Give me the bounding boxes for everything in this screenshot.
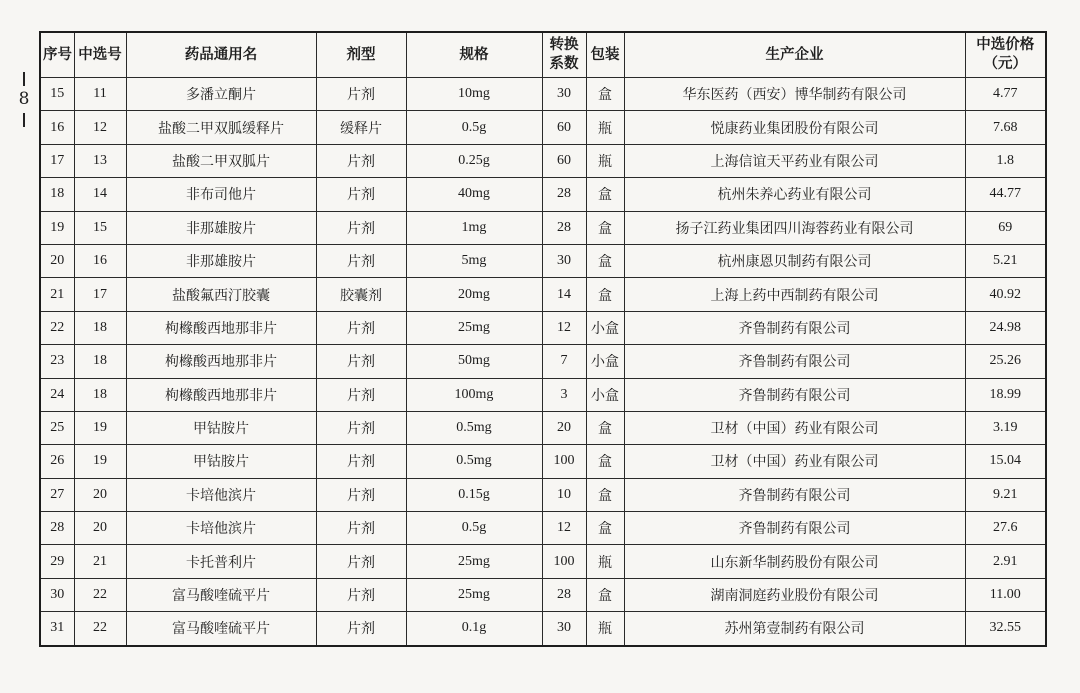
cell-manufacturer: 华东医药（西安）博华制药有限公司: [624, 78, 965, 111]
cell-manufacturer: 上海上药中西制药有限公司: [624, 278, 965, 311]
cell-manufacturer: 湖南洞庭药业股份有限公司: [624, 578, 965, 611]
cell-spec: 50mg: [406, 345, 542, 378]
cell-spec: 1mg: [406, 211, 542, 244]
cell-conversion-factor: 100: [542, 545, 586, 578]
cell-serial: 19: [40, 211, 74, 244]
cell-price: 40.92: [965, 278, 1046, 311]
cell-price: 18.99: [965, 378, 1046, 411]
cell-selection-no: 21: [74, 545, 126, 578]
table-row: [40, 345, 1046, 378]
cell-dosage-form: 片剂: [316, 78, 406, 111]
cell-spec: 0.5mg: [406, 445, 542, 478]
cell-dosage-form: 片剂: [316, 411, 406, 444]
cell-manufacturer: 上海信谊天平药业有限公司: [624, 144, 965, 177]
cell-package: 瓶: [586, 545, 624, 578]
cell-selection-no: 12: [74, 111, 126, 144]
cell-selection-no: 14: [74, 178, 126, 211]
table-row: [40, 512, 1046, 545]
cell-package: 小盒: [586, 378, 624, 411]
table-row: [40, 578, 1046, 611]
header-selection-no: 中选号: [74, 32, 126, 78]
cell-manufacturer: 卫材（中国）药业有限公司: [624, 445, 965, 478]
cell-serial: 28: [40, 512, 74, 545]
cell-package: 瓶: [586, 144, 624, 177]
cell-serial: 21: [40, 278, 74, 311]
cell-serial: 29: [40, 545, 74, 578]
cell-price: 32.55: [965, 612, 1046, 646]
cell-package: 盒: [586, 178, 624, 211]
cell-spec: 0.5mg: [406, 411, 542, 444]
cell-drug-name: 非布司他片: [126, 178, 316, 211]
header-serial: 序号: [40, 32, 74, 78]
table-body: [40, 78, 1046, 646]
table-row: [40, 278, 1046, 311]
cell-dosage-form: 片剂: [316, 478, 406, 511]
cell-manufacturer: 山东新华制药股份有限公司: [624, 545, 965, 578]
cell-price: 1.8: [965, 144, 1046, 177]
cell-serial: 15: [40, 78, 74, 111]
cell-dosage-form: 片剂: [316, 578, 406, 611]
cell-price: 3.19: [965, 411, 1046, 444]
table-row: [40, 378, 1046, 411]
cell-manufacturer: 齐鲁制药有限公司: [624, 311, 965, 344]
cell-spec: 0.25g: [406, 144, 542, 177]
cell-conversion-factor: 60: [542, 111, 586, 144]
header-conversion-factor: 转换系数: [542, 32, 586, 78]
cell-conversion-factor: 14: [542, 278, 586, 311]
cell-conversion-factor: 30: [542, 244, 586, 277]
cell-drug-name: 枸橼酸西地那非片: [126, 311, 316, 344]
cell-dosage-form: 片剂: [316, 345, 406, 378]
cell-spec: 25mg: [406, 311, 542, 344]
cell-selection-no: 18: [74, 311, 126, 344]
cell-serial: 22: [40, 311, 74, 344]
page-number-rule-bottom: [23, 113, 25, 127]
cell-manufacturer: 卫材（中国）药业有限公司: [624, 411, 965, 444]
cell-dosage-form: 片剂: [316, 545, 406, 578]
cell-package: 盒: [586, 78, 624, 111]
cell-dosage-form: 片剂: [316, 378, 406, 411]
cell-serial: 17: [40, 144, 74, 177]
cell-selection-no: 20: [74, 478, 126, 511]
cell-dosage-form: 片剂: [316, 512, 406, 545]
table-row: [40, 78, 1046, 111]
cell-dosage-form: 片剂: [316, 144, 406, 177]
cell-manufacturer: 齐鲁制药有限公司: [624, 378, 965, 411]
header-drug-name: 药品通用名: [126, 32, 316, 78]
cell-price: 69: [965, 211, 1046, 244]
cell-selection-no: 22: [74, 578, 126, 611]
cell-price: 44.77: [965, 178, 1046, 211]
cell-drug-name: 卡托普利片: [126, 545, 316, 578]
cell-spec: 0.15g: [406, 478, 542, 511]
cell-spec: 10mg: [406, 78, 542, 111]
cell-drug-name: 枸橼酸西地那非片: [126, 378, 316, 411]
table-row: [40, 545, 1046, 578]
cell-dosage-form: 片剂: [316, 311, 406, 344]
table-row: [40, 311, 1046, 344]
cell-conversion-factor: 60: [542, 144, 586, 177]
cell-drug-name: 富马酸喹硫平片: [126, 578, 316, 611]
cell-selection-no: 13: [74, 144, 126, 177]
cell-drug-name: 盐酸氟西汀胶囊: [126, 278, 316, 311]
cell-selection-no: 15: [74, 211, 126, 244]
header-dosage-form: 剂型: [316, 32, 406, 78]
cell-dosage-form: 胶囊剂: [316, 278, 406, 311]
cell-package: 盒: [586, 244, 624, 277]
cell-serial: 31: [40, 612, 74, 646]
header-spec: 规格: [406, 32, 542, 78]
cell-manufacturer: 苏州第壹制药有限公司: [624, 612, 965, 646]
cell-manufacturer: 齐鲁制药有限公司: [624, 512, 965, 545]
table-row: [40, 211, 1046, 244]
cell-manufacturer: 杭州康恩贝制药有限公司: [624, 244, 965, 277]
cell-price: 2.91: [965, 545, 1046, 578]
cell-package: 盒: [586, 445, 624, 478]
table-row: [40, 244, 1046, 277]
cell-conversion-factor: 7: [542, 345, 586, 378]
cell-drug-name: 卡培他滨片: [126, 512, 316, 545]
cell-spec: 25mg: [406, 578, 542, 611]
cell-package: 小盒: [586, 345, 624, 378]
page-number-text: 8: [18, 89, 30, 109]
table-row: [40, 411, 1046, 444]
cell-drug-name: 盐酸二甲双胍缓释片: [126, 111, 316, 144]
cell-price: 15.04: [965, 445, 1046, 478]
cell-serial: 26: [40, 445, 74, 478]
table-row: [40, 111, 1046, 144]
cell-drug-name: 盐酸二甲双胍片: [126, 144, 316, 177]
cell-conversion-factor: 10: [542, 478, 586, 511]
cell-manufacturer: 悦康药业集团股份有限公司: [624, 111, 965, 144]
table-row: [40, 445, 1046, 478]
cell-selection-no: 11: [74, 78, 126, 111]
cell-selection-no: 22: [74, 612, 126, 646]
cell-manufacturer: 扬子江药业集团四川海蓉药业有限公司: [624, 211, 965, 244]
cell-spec: 25mg: [406, 545, 542, 578]
cell-drug-name: 多潘立酮片: [126, 78, 316, 111]
table-header-row: [40, 32, 1046, 78]
cell-drug-name: 甲钴胺片: [126, 445, 316, 478]
cell-package: 小盒: [586, 311, 624, 344]
cell-conversion-factor: 100: [542, 445, 586, 478]
cell-price: 9.21: [965, 478, 1046, 511]
cell-serial: 16: [40, 111, 74, 144]
cell-drug-name: 非那雄胺片: [126, 211, 316, 244]
cell-package: 盒: [586, 578, 624, 611]
cell-price: 27.6: [965, 512, 1046, 545]
page-number: [14, 72, 34, 127]
cell-spec: 100mg: [406, 378, 542, 411]
cell-manufacturer: 齐鲁制药有限公司: [624, 478, 965, 511]
cell-serial: 24: [40, 378, 74, 411]
cell-serial: 23: [40, 345, 74, 378]
cell-price: 7.68: [965, 111, 1046, 144]
cell-spec: 20mg: [406, 278, 542, 311]
cell-package: 瓶: [586, 111, 624, 144]
cell-dosage-form: 片剂: [316, 445, 406, 478]
cell-serial: 25: [40, 411, 74, 444]
cell-package: 盒: [586, 512, 624, 545]
cell-dosage-form: 片剂: [316, 211, 406, 244]
cell-conversion-factor: 12: [542, 512, 586, 545]
cell-drug-name: 富马酸喹硫平片: [126, 612, 316, 646]
header-package: 包装: [586, 32, 624, 78]
cell-drug-name: 卡培他滨片: [126, 478, 316, 511]
cell-price: 25.26: [965, 345, 1046, 378]
cell-dosage-form: 片剂: [316, 244, 406, 277]
cell-manufacturer: 齐鲁制药有限公司: [624, 345, 965, 378]
cell-serial: 18: [40, 178, 74, 211]
cell-drug-name: 非那雄胺片: [126, 244, 316, 277]
cell-conversion-factor: 28: [542, 211, 586, 244]
cell-conversion-factor: 30: [542, 78, 586, 111]
cell-price: 24.98: [965, 311, 1046, 344]
cell-price: 5.21: [965, 244, 1046, 277]
cell-spec: 0.5g: [406, 512, 542, 545]
cell-serial: 30: [40, 578, 74, 611]
cell-drug-name: 枸橼酸西地那非片: [126, 345, 316, 378]
cell-selection-no: 18: [74, 378, 126, 411]
cell-conversion-factor: 30: [542, 612, 586, 646]
header-manufacturer: 生产企业: [624, 32, 965, 78]
cell-price: 11.00: [965, 578, 1046, 611]
table-row: [40, 144, 1046, 177]
cell-conversion-factor: 3: [542, 378, 586, 411]
table-row: [40, 178, 1046, 211]
cell-spec: 5mg: [406, 244, 542, 277]
cell-selection-no: 16: [74, 244, 126, 277]
cell-dosage-form: 片剂: [316, 178, 406, 211]
cell-dosage-form: 片剂: [316, 612, 406, 646]
table-row: [40, 612, 1046, 646]
cell-selection-no: 18: [74, 345, 126, 378]
cell-conversion-factor: 12: [542, 311, 586, 344]
cell-selection-no: 19: [74, 411, 126, 444]
cell-dosage-form: 缓释片: [316, 111, 406, 144]
cell-package: 盒: [586, 411, 624, 444]
page-number-rule-top: [23, 72, 25, 86]
cell-selection-no: 17: [74, 278, 126, 311]
drug-price-table: [39, 31, 1047, 647]
cell-conversion-factor: 20: [542, 411, 586, 444]
cell-selection-no: 19: [74, 445, 126, 478]
cell-package: 盒: [586, 478, 624, 511]
cell-spec: 40mg: [406, 178, 542, 211]
cell-package: 瓶: [586, 612, 624, 646]
header-price: 中选价格（元）: [965, 32, 1046, 78]
cell-spec: 0.5g: [406, 111, 542, 144]
cell-price: 4.77: [965, 78, 1046, 111]
cell-package: 盒: [586, 211, 624, 244]
cell-selection-no: 20: [74, 512, 126, 545]
cell-conversion-factor: 28: [542, 578, 586, 611]
cell-drug-name: 甲钴胺片: [126, 411, 316, 444]
cell-serial: 20: [40, 244, 74, 277]
cell-package: 盒: [586, 278, 624, 311]
cell-conversion-factor: 28: [542, 178, 586, 211]
cell-serial: 27: [40, 478, 74, 511]
cell-manufacturer: 杭州朱养心药业有限公司: [624, 178, 965, 211]
cell-spec: 0.1g: [406, 612, 542, 646]
table-row: [40, 478, 1046, 511]
